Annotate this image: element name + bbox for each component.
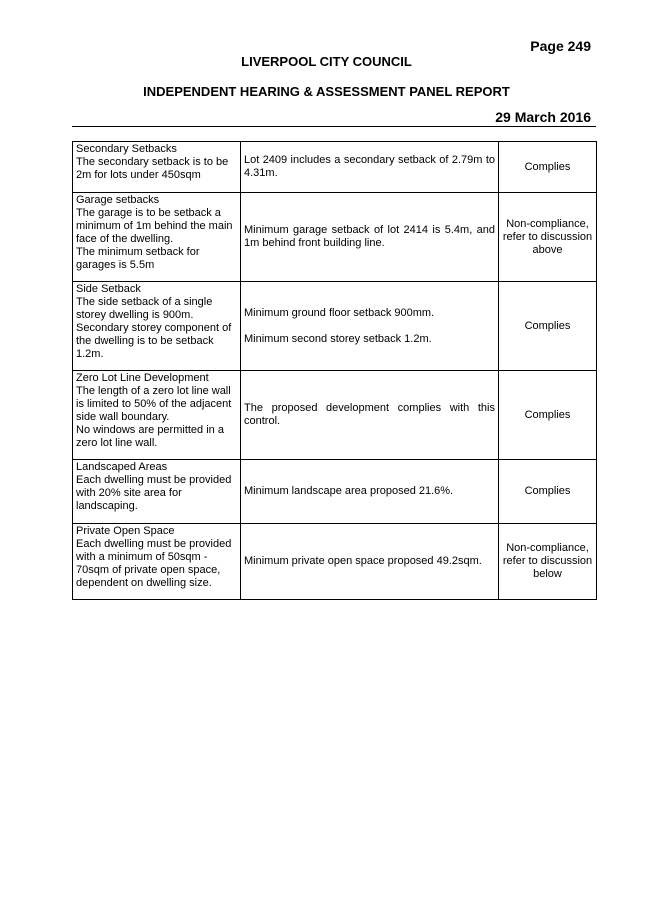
proposal-cell	[241, 282, 499, 371]
control-title: Secondary Setbacks	[76, 143, 177, 155]
control-text: Each dwelling must be provided with a minimum of 50sqm - 70sqm of private open space, dependent on dwelling size.	[76, 538, 232, 589]
proposal-text: Minimum ground floor setback 900mm.	[244, 306, 435, 319]
proposal-cell	[241, 193, 499, 282]
control-title: Side Setback	[76, 283, 141, 295]
report-date: 29 March 2016	[495, 109, 591, 125]
control-text: Each dwelling must be provided with 20% site area for landscaping.	[76, 474, 232, 512]
control-text: The side setback of a single storey dwelling is 900m. Secondary storey component of the dwelling is to be setback 1.2m.	[76, 296, 232, 360]
proposal-text: Minimum second storey setback 1.2m.	[244, 332, 432, 345]
control-cell	[73, 371, 241, 460]
compliance-status: Complies	[499, 371, 597, 460]
proposal-cell	[241, 524, 499, 600]
proposal-text: Minimum landscape area proposed 21.6%.	[244, 485, 454, 497]
control-cell	[73, 193, 241, 282]
compliance-status: Complies	[499, 460, 597, 524]
table-row	[73, 193, 597, 282]
proposal-text: Lot 2409 includes a secondary setback of 2.79m to 4.31m.	[244, 154, 495, 179]
control-cell	[73, 524, 241, 600]
council-name: LIVERPOOL CITY COUNCIL	[241, 54, 412, 69]
proposal-cell	[241, 371, 499, 460]
proposal-cell	[241, 142, 499, 193]
control-cell	[73, 142, 241, 193]
table-row	[73, 460, 597, 524]
control-text: The secondary setback is to be 2m for lots under 450sqm	[76, 156, 229, 181]
control-title: Private Open Space	[76, 525, 175, 537]
control-text: The length of a zero lot line wall is limited to 50% of the adjacent side wall boundary. No windows are permitted in a zero lot line wall.	[76, 385, 232, 449]
control-title: Zero Lot Line Development	[76, 372, 209, 384]
proposal-text: The proposed development complies with this control.	[244, 402, 495, 427]
control-text: The garage is to be setback a minimum of 1m behind the main face of the dwelling. The minimum setback for garages is 5.5m	[76, 207, 233, 271]
page-number: Page 249	[530, 38, 591, 54]
compliance-status: Complies	[499, 282, 597, 371]
control-title: Garage setbacks	[76, 194, 160, 206]
report-title: INDEPENDENT HEARING & ASSESSMENT PANEL REPORT	[143, 84, 510, 99]
control-cell	[73, 460, 241, 524]
table-row	[73, 282, 597, 371]
compliance-status: Complies	[499, 142, 597, 193]
header-rule	[72, 126, 596, 127]
proposal-cell	[241, 460, 499, 524]
control-cell	[73, 282, 241, 371]
compliance-status: Non-compliance, refer to discussion above	[499, 193, 597, 282]
table-row	[73, 142, 597, 193]
table-row	[73, 371, 597, 460]
proposal-text: Minimum garage setback of lot 2414 is 5.4m, and 1m behind front building line.	[244, 224, 495, 249]
compliance-table	[72, 141, 597, 600]
table-row	[73, 524, 597, 600]
proposal-text: Minimum private open space proposed 49.2sqm.	[244, 555, 482, 567]
control-title: Landscaped Areas	[76, 461, 168, 473]
compliance-status: Non-compliance, refer to discussion below	[499, 524, 597, 600]
